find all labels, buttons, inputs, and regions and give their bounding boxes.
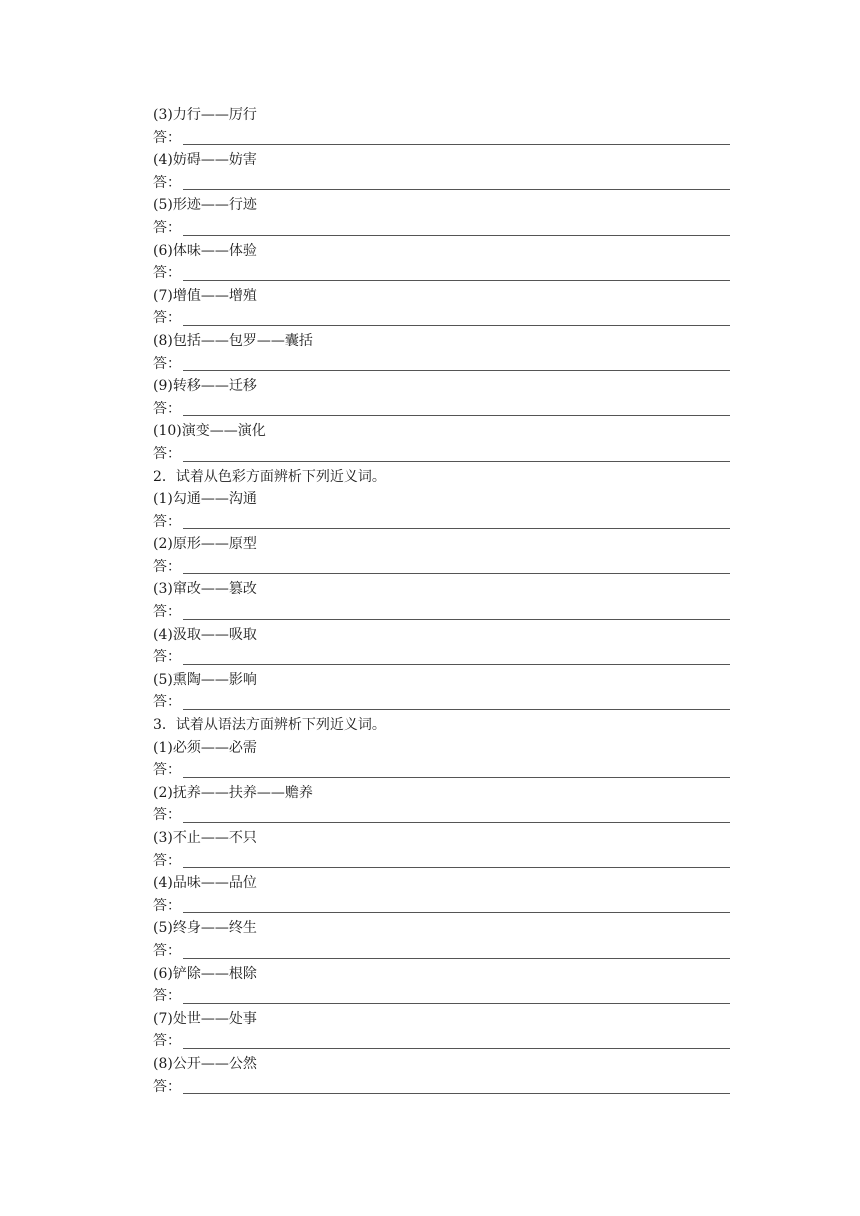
answer-blank[interactable] [183, 356, 730, 371]
answer-blank[interactable] [183, 447, 730, 462]
answer-line [153, 398, 730, 421]
answer-label: 答： [153, 694, 181, 711]
answer-label: 答： [153, 807, 181, 824]
answer-blank[interactable] [183, 853, 730, 868]
answer-label: 答： [153, 558, 181, 575]
answer-line [153, 646, 730, 669]
answer-blank[interactable] [183, 559, 730, 574]
answer-label: 答： [153, 129, 181, 146]
answer-line [153, 262, 730, 285]
answer-blank[interactable] [183, 401, 730, 416]
answer-blank[interactable] [183, 808, 730, 823]
answer-blank[interactable] [183, 514, 730, 529]
answer-blank[interactable] [183, 311, 730, 326]
word-pair-item: (7)处世——处事 [153, 1010, 257, 1027]
answer-blank[interactable] [183, 221, 730, 236]
answer-line [153, 850, 730, 873]
word-pair-item: (10)演变——演化 [153, 423, 266, 440]
answer-blank[interactable] [183, 605, 730, 620]
answer-line [153, 217, 730, 240]
word-pair-item: (4)妨碍——妨害 [153, 152, 257, 169]
answer-line [153, 172, 730, 195]
answer-line [153, 759, 730, 782]
word-pair-item: (8)包括——包罗——囊括 [153, 332, 313, 349]
answer-label: 答： [153, 897, 181, 914]
word-pair-item: (6)体味——体验 [153, 242, 257, 259]
answer-label: 答： [153, 265, 181, 282]
word-pair-item: (2)抚养——扶养——赡养 [153, 784, 313, 801]
answer-label: 答： [153, 355, 181, 372]
word-pair-item: (5)形迹——行迹 [153, 197, 257, 214]
answer-label: 答： [153, 219, 181, 236]
answer-label: 答： [153, 988, 181, 1005]
answer-line [153, 691, 730, 714]
word-pair-item: (4)品味——品位 [153, 875, 257, 892]
answer-label: 答： [153, 649, 181, 666]
answer-blank[interactable] [183, 650, 730, 665]
answer-line [153, 127, 730, 150]
answer-line [153, 895, 730, 918]
answer-label: 答： [153, 942, 181, 959]
answer-blank[interactable] [183, 1034, 730, 1049]
answer-line [153, 1030, 730, 1053]
answer-line [153, 511, 730, 534]
answer-blank[interactable] [183, 130, 730, 145]
word-pair-item: (4)汲取——吸取 [153, 626, 257, 643]
word-pair-item: (3)不止——不只 [153, 830, 257, 846]
word-pair-item: (1)勾通——沟通 [153, 491, 257, 508]
answer-line [153, 985, 730, 1008]
answer-blank[interactable] [183, 763, 730, 778]
answer-label: 答： [153, 310, 181, 327]
answer-label: 答： [153, 174, 181, 191]
answer-line [153, 443, 730, 466]
answer-blank[interactable] [183, 898, 730, 913]
answer-blank[interactable] [183, 695, 730, 710]
word-pair-item: (9)转移——迁移 [153, 378, 257, 395]
answer-label: 答： [153, 1078, 181, 1095]
answer-label: 答： [153, 445, 181, 462]
word-pair-item: (8)公开——公然 [153, 1055, 257, 1072]
answer-label: 答： [153, 513, 181, 530]
answer-line [153, 1076, 730, 1099]
answer-line [153, 307, 730, 330]
answer-label: 答： [153, 400, 181, 417]
word-pair-item: (3)窜改——篡改 [153, 581, 257, 598]
answer-blank[interactable] [183, 1079, 730, 1094]
answer-label: 答： [153, 762, 181, 779]
worksheet-body [153, 104, 730, 1098]
answer-blank[interactable] [183, 266, 730, 281]
word-pair-item: (2)原形——原型 [153, 536, 257, 553]
answer-label: 答： [153, 852, 181, 869]
word-pair-item: (3)力行——厉行 [153, 107, 257, 123]
question-heading: 2．试着从色彩方面辨析下列近义词。 [153, 468, 386, 485]
answer-label: 答： [153, 604, 181, 621]
answer-line [153, 353, 730, 376]
word-pair-item: (5)熏陶——影响 [153, 671, 257, 688]
word-pair-item: (7)增值——增殖 [153, 287, 257, 304]
word-pair-item: (1)必须——必需 [153, 739, 257, 756]
answer-label: 答： [153, 1033, 181, 1050]
answer-line [153, 601, 730, 624]
question-heading: 3．试着从语法方面辨析下列近义词。 [153, 717, 386, 734]
answer-blank[interactable] [183, 989, 730, 1004]
word-pair-item: (6)铲除——根除 [153, 965, 257, 982]
answer-line [153, 556, 730, 579]
answer-blank[interactable] [183, 944, 730, 959]
word-pair-item: (5)终身——终生 [153, 920, 257, 937]
answer-line [153, 940, 730, 963]
answer-line [153, 804, 730, 827]
answer-blank[interactable] [183, 175, 730, 190]
